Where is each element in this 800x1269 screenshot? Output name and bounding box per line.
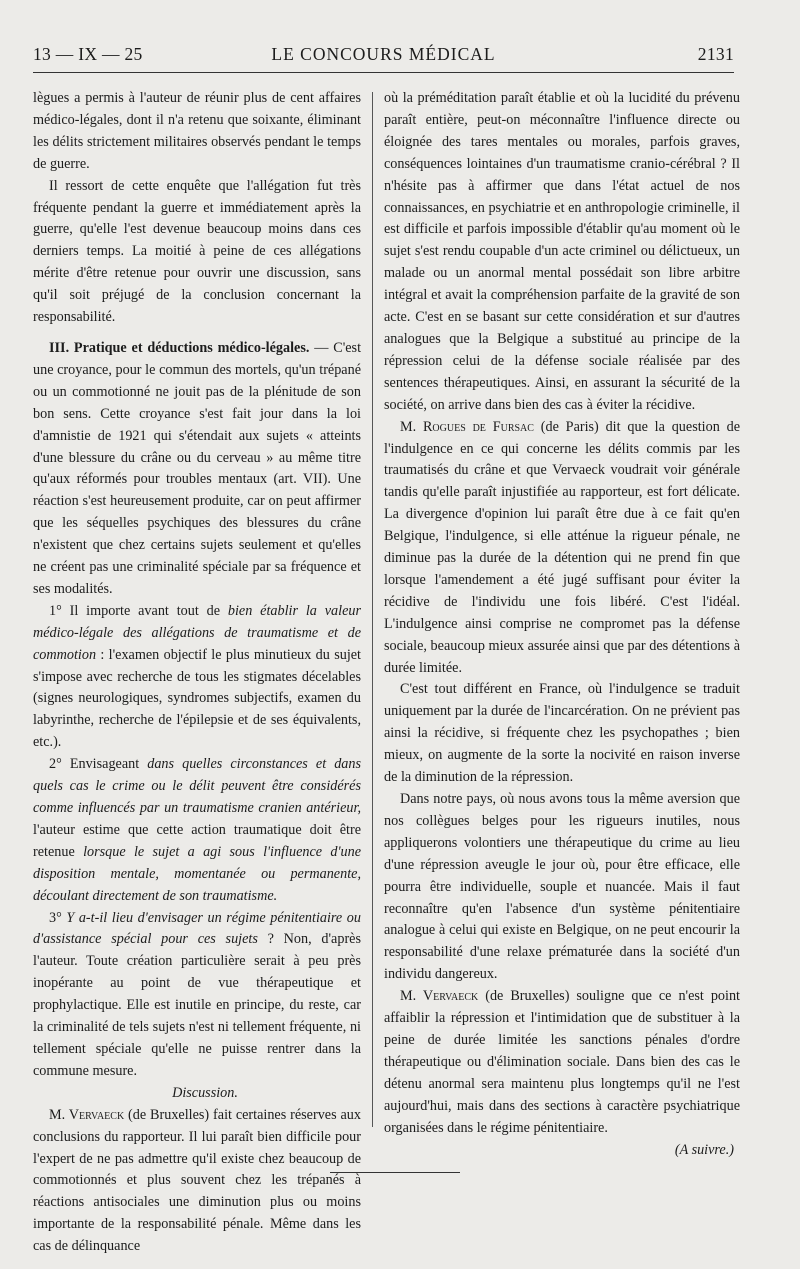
paragraph: M. Vervaeck (de Bruxelles) fait certaines réserves aux conclusions du rapporteur. Il lui paraît bien difficile pour l'expert de ne pas admettre qu'il existe chez beaucoup de commotionnés et plus souvent chez les trépanés à réactions antisociales une diminution plus ou moins importante de la responsabilité pénale. Même dans les cas de délinquance — [33, 1106, 361, 1255]
paragraph: lègues a permis à l'auteur de réunir plus de cent affaires médico-légales, dont il n'a retenu que soixante, éliminant les délits strictement militaires observés pendant le temps de guerre. — [33, 90, 361, 172]
paragraph: Il ressort de cette enquête que l'allégation fut très fréquente pendant la guerre et immédiatement après la guerre, qu'elle l'est devenue beaucoup moins dans ces derniers temps. La moitié à peine de ces allégations mérite d'être retenue pour ouvrir une discussion, sans qu'il soit préjugé de la conclusion concernant la responsabilité. — [33, 177, 361, 326]
speaker-name: M. Rogues de Fursac — [400, 418, 534, 435]
discussion-heading: Discussion. — [172, 1084, 238, 1101]
to-be-continued: (A suivre.) — [674, 1141, 734, 1158]
paragraph: 2° Envisageant dans quelles circonstances et dans quels cas le crime ou le délit peuvent être considérés comme influencés par un traumatisme cranien antérieur, l'auteur estime que cette action traumatique doit être retenue lorsque le sujet a agi sous l'influence d'une disposition mentale, momentanée ou permanente, découlant directement de son traumatisme. — [33, 756, 361, 904]
column-divider — [372, 92, 373, 1127]
section-heading: III. Pratique et déductions médico-légales. — [49, 339, 310, 356]
speaker-name: M. Vervaeck — [49, 1106, 125, 1123]
issue-date: 13 — IX — 25 — [33, 44, 143, 64]
paragraph: M. Vervaeck (de Bruxelles) souligne que ce n'est point affaiblir la répression et l'intimidation que de substituer à la peine de durée limitée les sanctions pénales d'ordre thérapeutique ou d'élimination sociale. Dans bien des cas le détenu anormal sera maintenu plus longtemps qu'il ne l'est aujourd'hui, mais dans des sections à caractère psychiatrique organisées dans le régime pénitentiaire. — [384, 988, 740, 1136]
left-column — [33, 88, 361, 1258]
paragraph: Dans notre pays, où nous avons tous la même aversion que nos collègues belges pour les rigueurs inutiles, nous appliquerons volontiers une thérapeutique du crime au lieu d'une répression aveugle le jour où, pour être efficace, elle pourra être individuelle, souple et nuancée. Mais il faut reconnaître qu'en l'absence d'un système pénitentiaire analogue à celui qui existe en Belgique, on ne peut encourir la responsabilité d'une relaxe prématurée dans la société d'un individu dangereux. — [384, 791, 740, 983]
speaker-name: M. Vervaeck — [400, 988, 479, 1005]
header-rule — [33, 72, 734, 73]
paragraph: où la préméditation paraît établie et où la lucidité du prévenu paraît entière, peut-on méconnaître l'influence directe ou éloignée des tares mentales ou morales, parfois graves, conséquences lointaines d'un traumatisme cranio-cérébral ? Il n'hésite pas à affirmer que dans l'état actuel de nos connaissances, en psychiatrie et en anthropologie criminelle, il est difficile et parfois impossible d'établir qu'au moment où le sujet s'est rendu coupable d'un acte criminel ou délictueux, un malade ou un anormal mental possédait son libre arbitre intégral et avait la compréhension parfaite de la gravité de son acte. C'est en se basant sur cette considération et sur d'autres analogues que la Belgique a substitué au principe de la répression celui de la défense sociale réalisée par des sentences thérapeutiques. Ainsi, en assurant la sécurité de la société, on arrive dans bien des cas à éviter la récidive. — [384, 90, 740, 413]
paragraph: C'est tout différent en France, où l'indulgence se traduit uniquement par la durée de l'incarcération. On ne prévient pas ainsi la récidive, si fréquente chez les psychopathes ; bien mieux, on augmente de la sorte la nocivité en raison inverse de la diminution de la répression. — [384, 681, 740, 786]
paragraph: M. Rogues de Fursac (de Paris) dit que la question de l'indulgence en ce qui concerne les délits commis par les traumatisés du crâne et que Vervaeck voudrait voir générale tandis qu'elle paraît injustifiée au rapporteur, est fort délicate. La divergence d'opinion lui paraît être due à ce fait qu'en Belgique, l'indulgence, si elle atténue la rigueur pénale, ne diminue pas la durée de la détention qui ne prend fin que lorsque l'amendement a été jugé suffisant pour éviter la récidive de l'individu une fois libéré. C'est l'idéal. L'indulgence ainsi comprise ne compromet pas la défense sociale, beaucoup mieux assurée ainsi que par des détentions à durée limitée. — [384, 418, 740, 676]
paragraph: 3° Y a-t-il lieu d'envisager un régime pénitentiaire ou d'assistance spécial pour ces sujets ? Non, d'après l'auteur. Toute création particulière serait à peu près inopérante au point de vue thérapeutique et prophylactique. Elle est inutile en principe, du reste, car la criminalité de tels sujets n'est ni tellement fréquente, ni tellement spéciale qu'elle ne puisse rentrer dans la commune mesure. — [33, 909, 361, 1079]
journal-title: LE CONCOURS MÉDICAL — [271, 44, 496, 64]
running-header — [33, 44, 734, 70]
section-paragraph: III. Pratique et déductions médico-légales. — C'est une croyance, pour le commun des mortels, qu'un trépané ou un commotionné ne jouit pas de la plénitude de son bon sens. Cette croyance s'est fait jour dans la loi d'amnistie de 1921 qui s'étendait aux sujets « atteints d'une blessure du crâne ou du cerveau » au même titre qu'aux réformés pour troubles mentaux (art. VII). Une réaction s'est heureusement produite, car on peut affirmer que les séquelles psychiques des blessures du crâne n'existent que chez certains sujets seulement et qu'elles ne créent pas une criminalité spéciale par sa fréquence et ses modalités. — [33, 339, 362, 597]
end-rule — [330, 1172, 460, 1173]
page-number: 2131 — [697, 44, 734, 64]
right-column — [384, 88, 740, 1161]
paragraph: 1° Il importe avant tout de bien établir la valeur médico-légale des allégations de traumatisme et de commotion : l'examen objectif le plus minutieux du sujet s'impose avec recherche de tous les stigmates décelables (signes neurologiques, syndromes subjectifs, examen du labyrinthe, recherche de l'épilepsie et de ses équivalents, etc.). — [33, 602, 361, 751]
